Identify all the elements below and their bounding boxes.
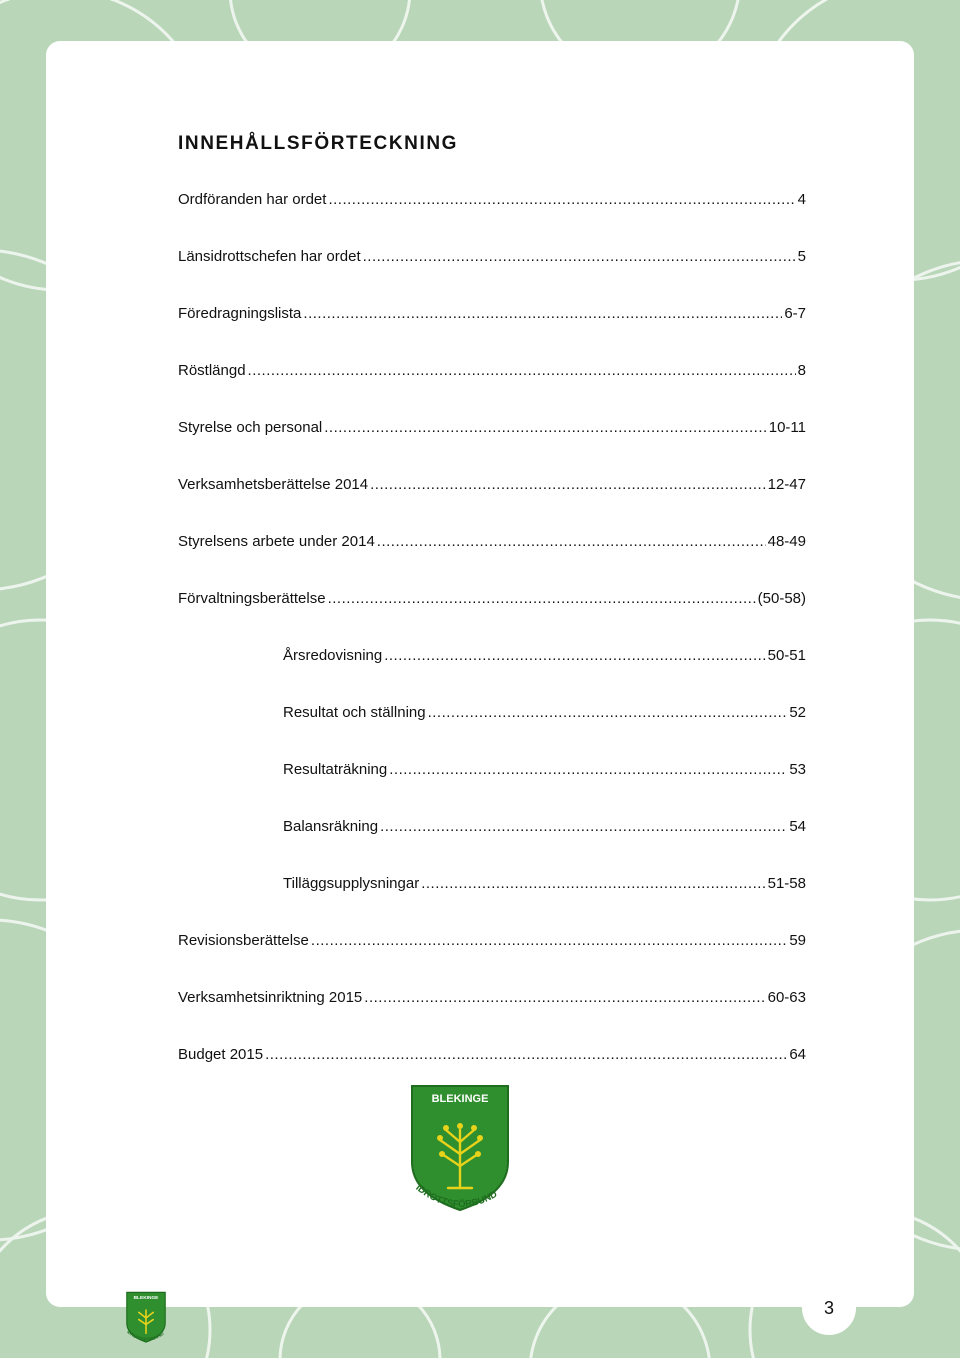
toc-entry-tillaggsupplysningar[interactable] <box>178 875 806 932</box>
toc-entry-label: Balansräkning <box>283 818 379 835</box>
toc-entry-verksamhetsinriktning[interactable] <box>178 989 806 1046</box>
toc-entry-label: Resultaträkning <box>283 761 388 778</box>
toc-entry-label: Föredragningslista <box>178 305 302 322</box>
toc-entry-page: 12-47 <box>767 476 806 493</box>
toc-entry-forvaltningsberattelse[interactable] <box>178 590 806 647</box>
toc-entry-page: 10-11 <box>768 419 806 436</box>
page-number-badge <box>802 1281 856 1335</box>
toc-entry-label: Styrelse och personal <box>178 419 323 436</box>
toc-dot-leader <box>324 419 766 436</box>
toc-entry-page: 53 <box>789 761 806 778</box>
toc-entry-page: 54 <box>789 818 806 835</box>
toc-entry-rostlangd[interactable] <box>178 362 806 419</box>
toc-entry-page: 48-49 <box>767 533 806 550</box>
toc-entry-styrelsens-arbete[interactable] <box>178 533 806 590</box>
toc-entry-label: Budget 2015 <box>178 1046 264 1063</box>
toc-dot-leader <box>328 590 756 607</box>
toc-entry-label: Styrelsens arbete under 2014 <box>178 533 375 550</box>
logo-bottom-text: IDROTTSFÖRBUND <box>413 1182 500 1211</box>
toc-dot-leader <box>248 362 796 379</box>
toc-entry-label: Tilläggsupplysningar <box>283 875 420 892</box>
toc-entry-foredragningslista[interactable] <box>178 305 806 362</box>
toc-entry-label: Årsredovisning <box>283 647 383 664</box>
toc-entry-label: Verksamhetsinriktning 2015 <box>178 989 363 1006</box>
toc-dot-leader <box>384 647 765 664</box>
toc-entry-label: Resultat och ställning <box>283 704 426 721</box>
toc-dot-leader <box>303 305 782 322</box>
toc-dot-leader <box>364 989 765 1006</box>
toc-dot-leader <box>265 1046 787 1063</box>
toc-entry-resultat-stallning[interactable] <box>178 704 806 761</box>
toc-dot-leader <box>377 533 766 550</box>
toc-dot-leader <box>428 704 788 721</box>
toc-entry-label: Länsidrottschefen har ordet <box>178 248 361 265</box>
toc-entry-label: Verksamhetsberättelse 2014 <box>178 476 369 493</box>
toc-entry-page: 6-7 <box>784 305 806 322</box>
toc-entry-revisionsberattelse[interactable] <box>178 932 806 989</box>
toc-entry-label: Revisionsberättelse <box>178 932 309 949</box>
toc-entry-page: 5 <box>797 248 806 265</box>
toc-entry-label: Röstlängd <box>178 362 246 379</box>
small-logo-bottom-text: IDROTTSFÖRBUND <box>126 1329 165 1342</box>
toc-entry-verksamhetsberattelse[interactable] <box>178 476 806 533</box>
page-number: 3 <box>823 1297 834 1318</box>
toc-dot-leader <box>311 932 787 949</box>
small-corner-logo <box>118 1286 174 1346</box>
logo-top-text: BLEKINGE <box>431 1093 489 1105</box>
toc-entry-page: 60-63 <box>767 989 806 1006</box>
toc-entry-page: 52 <box>789 704 806 721</box>
toc-entry-arsredovisning[interactable] <box>178 647 806 704</box>
toc-entry-ordforanden[interactable] <box>178 191 806 248</box>
toc-entry-lansidrottschefen[interactable] <box>178 248 806 305</box>
toc-dot-leader <box>380 818 787 835</box>
toc-dot-leader <box>421 875 765 892</box>
toc-dot-leader <box>363 248 796 265</box>
toc-entry-label: Ordföranden har ordet <box>178 191 327 208</box>
toc-entry-balansrakning[interactable] <box>178 818 806 875</box>
toc-entry-resultatrakning[interactable] <box>178 761 806 818</box>
toc-entry-page: 4 <box>797 191 806 208</box>
toc-entry-page: 50-51 <box>767 647 806 664</box>
blekinge-idrottsforbund-logo <box>390 1070 530 1220</box>
toc-entry-page: 64 <box>789 1046 806 1063</box>
toc-entry-page: 51-58 <box>767 875 806 892</box>
toc-entry-page: 8 <box>797 362 806 379</box>
toc-entry-styrelse-personal[interactable] <box>178 419 806 476</box>
toc-entry-page: 59 <box>789 932 806 949</box>
toc-entry-page: (50-58) <box>757 590 806 607</box>
toc-list <box>178 191 806 1103</box>
toc-entry-label: Förvaltningsberättelse <box>178 590 326 607</box>
small-logo-top-text: BLEKINGE <box>133 1295 159 1301</box>
toc-dot-leader <box>370 476 766 493</box>
toc-dot-leader <box>389 761 787 778</box>
toc-dot-leader <box>328 191 795 208</box>
toc-title: INNEHÅLLSFÖRTECKNING <box>178 133 459 154</box>
